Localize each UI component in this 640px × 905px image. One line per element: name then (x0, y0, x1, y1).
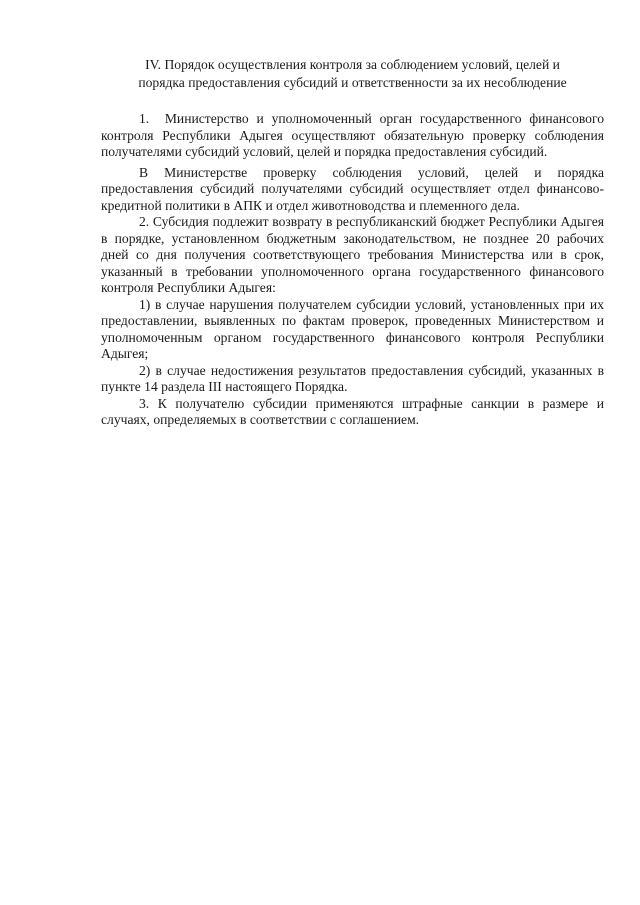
paragraph-2-case-1: 1) в случае нарушения получателем субсидии условий, установленных при их предоставлении, выявленных по фактам проверок, проведенных Министерством и уполномоченным органом государственного финансового контроля Республики Адыгея; (101, 296, 604, 361)
document-page (101, 56, 604, 429)
paragraph-ministry-departments: В Министерстве проверку соблюдения условий, целей и порядка предоставления субсидий получателями субсидий осуществляет отдел финансово-кредитной политики в АПК и отдел животноводства и племенного дела. (101, 164, 604, 213)
paragraph-1-control: 1. Министерство и уполномоченный орган государственного финансового контроля Республики Адыгея осуществляют обязательную проверку соблюдения получателями субсидий условий, целей и порядка предоставления субсидий. (101, 111, 604, 159)
paragraph-2-refund: 2. Субсидия подлежит возврату в республиканский бюджет Республики Адыгея в порядке, установленном бюджетным законодательством, не позднее 20 рабочих дней со дня получения соответствующего требования Министерства или в срок, указанный в требовании уполномоченного органа государственного финансового контроля Республики Адыгея: (101, 214, 604, 295)
section-title-line-1: IV. Порядок осуществления контроля за соблюдением условий, целей и (145, 57, 560, 72)
section-title (101, 56, 604, 91)
paragraph-3-penalties: 3. К получателю субсидии применяются штрафные санкции в размере и случаях, определяемых в соответствии с соглашением. (101, 395, 604, 427)
paragraph-2-case-2: 2) в случае недостижения результатов предоставления субсидий, указанных в пункте 14 раздела III настоящего Порядка. (101, 362, 604, 394)
section-title-line-2: порядка предоставления субсидий и ответственности за их несоблюдение (138, 74, 567, 90)
